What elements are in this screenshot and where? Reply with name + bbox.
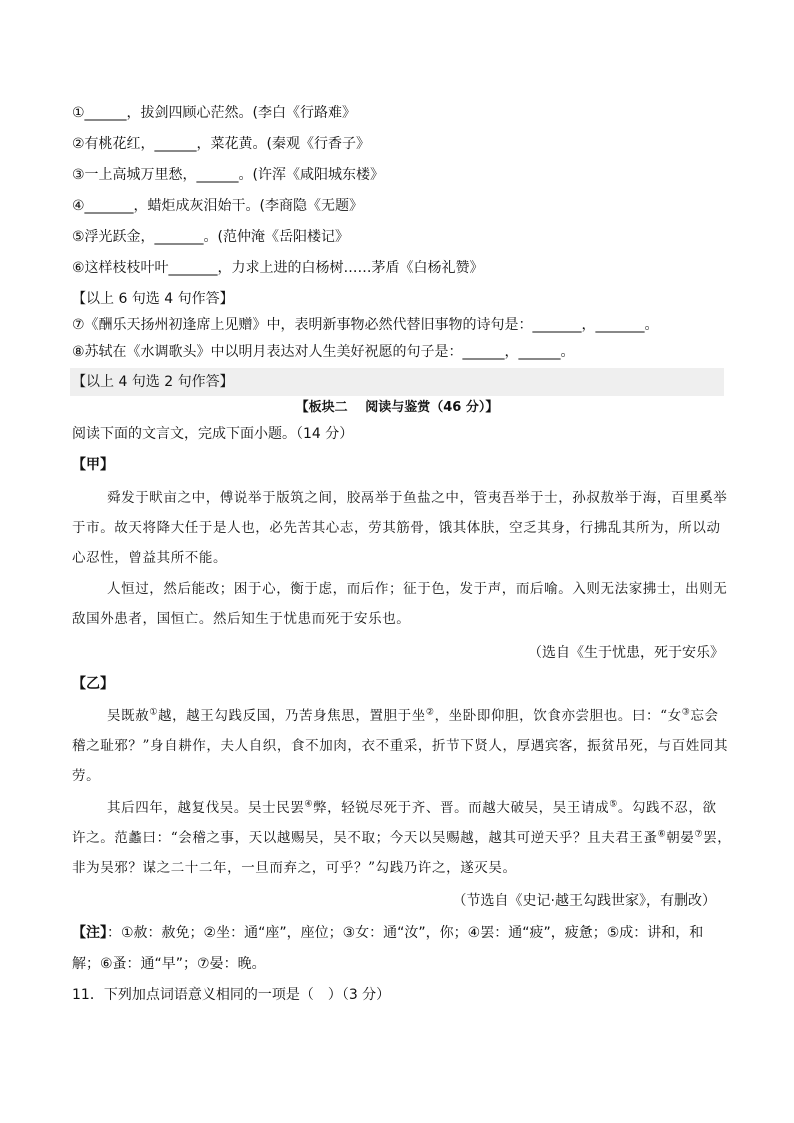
notes-label: 【注】 (72, 925, 107, 941)
yi-p1-line3: 劳。 (72, 768, 101, 784)
yi-source: （节选自《史记·越王勾践世家》，有删改） (452, 893, 716, 909)
footnote-marker: ⑥ (657, 829, 667, 840)
poem-line-4: ④_______，蜡炬成灰泪始干。(李商隐《无题》 (72, 198, 364, 214)
poem-line-2: ②有桃花红，______，菜花黄。(秦观《行香子》 (72, 136, 371, 152)
footnote-marker: ⑤ (609, 799, 618, 810)
poem-line-6: ⑥这样枝枝叶叶_______，力求上进的白杨树……茅盾《白杨礼赞》 (72, 260, 484, 276)
poem-line-7: ⑦《酬乐天扬州初逢席上见赠》中，表明新事物必然代替旧事物的诗句是：_______，_______。 (72, 317, 659, 333)
poem-line-5: ⑤浮光跃金，_______。(范仲淹《岳阳楼记》 (72, 229, 350, 245)
jia-p1-line1: 舜发于畎亩之中，傅说举于版筑之间，胶鬲举于鱼盐之中，管夷吾举于士，孙叔敖举于海，百里奚举 (107, 490, 728, 506)
footnote-marker: ④ (304, 799, 314, 810)
reading-instruction: 阅读下面的文言文，完成下面小题。（14 分） (72, 426, 354, 442)
yi-p1-line2: 稽之耻邪？”身自耕作，夫人自织，食不加肉，衣不重采，折节下贤人，厚遇宾客，振贫吊死，与百姓同其 (72, 738, 729, 754)
jia-source: （选自《生于忧患，死于安乐》 (528, 645, 724, 661)
yi-label: 【乙】 (72, 676, 114, 692)
notes-line-2: 解；⑥蚤：通“早”；⑦晏：晚。 (72, 956, 266, 972)
jia-p2-line1: 人恒过，然后能改；困于心，衡于虑，而后作；征于色，发于声，而后喻。入则无法家拂士，出则无 (107, 581, 728, 597)
jia-p1-line2: 于市。故天将降大任于是人也，必先苦其心志，劳其筋骨，饿其体肤，空乏其身，行拂乱其所为，所以动 (72, 520, 721, 536)
jia-p2-line2: 敌国外患者，国恒亡。然后知生于忧患而死于安乐也。 (72, 611, 411, 627)
question-11: 11．下列加点词语意义相同的一项是（ ）（3 分） (72, 987, 391, 1003)
note-four-of-two: 【以上 4 句选 2 句作答】 (72, 374, 234, 390)
footnote-marker: ② (425, 707, 435, 718)
footnote-marker: ③ (681, 707, 691, 718)
section-title: 【板块二 阅读与鉴赏（46 分）】 (295, 400, 499, 415)
note-six-of-four: 【以上 6 句选 4 句作答】 (72, 291, 234, 307)
footnote-marker: ① (149, 707, 158, 718)
poem-line-8: ⑧苏轼在《水调歌头》中以明月表达对人生美好祝愿的句子是：______，______。 (72, 344, 575, 360)
poem-line-1: ①______，拔剑四顾心茫然。(李白《行路难》 (72, 105, 357, 121)
yi-p2-line1: 其后四年，越复伐吴。吴士民罢④弊，轻锐尽死于齐、晋。而越大破吴，吴王请成⑤。勾践不忍，欲 (107, 799, 717, 816)
yi-p2-line3: 非为吴邪？谋之二十二年，一旦而弃之，可乎？”勾践乃许之，遂灭吴。 (72, 860, 517, 876)
jia-p1-line3: 心忍性，曾益其所不能。 (72, 550, 228, 566)
jia-label: 【甲】 (72, 457, 114, 473)
notes-line-1: 【注】：①赦：赦免；②坐：通“座”，座位；③女：通“汝”，你；④罢：通“疲”，疲惫；⑤成：讲和，和 (72, 925, 704, 941)
footnote-marker: ⑦ (694, 829, 704, 840)
yi-p2-line2: 许之。范蠡曰：“会稽之事，天以越赐吴，吴不取；今天以吴赐越，越其可逆天乎？且夫君王蚤⑥朝晏⑦罢， (72, 829, 732, 846)
yi-p1-line1: 吴既赦①越，越王勾践反国，乃苦身焦思，置胆于坐②，坐卧即仰胆，饮食亦尝胆也。曰：“女③忘会 (107, 707, 719, 724)
poem-line-3: ③一上高城万里愁，______。(许浑《咸阳城东楼》 (72, 167, 385, 183)
